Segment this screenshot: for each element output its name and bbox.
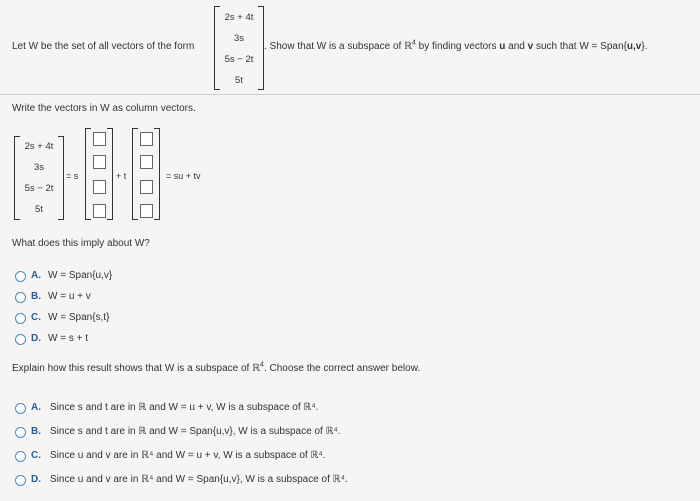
lhs-vector-entry: 5s − 2t xyxy=(24,183,54,194)
eq-s-label: = s xyxy=(66,171,79,181)
problem-vector-entry: 2s + 4t xyxy=(224,12,254,23)
eq-result-label: = su + tv xyxy=(166,171,201,181)
problem-vector xyxy=(214,6,264,90)
vector-v-input xyxy=(132,128,160,220)
radio-button[interactable] xyxy=(15,403,26,414)
u-entry-4-input[interactable] xyxy=(93,204,106,218)
lhs-vector-entry: 2s + 4t xyxy=(24,141,54,152)
u-entry-3-input[interactable] xyxy=(93,180,106,194)
u-entry-2-input[interactable] xyxy=(93,155,106,169)
problem-vector-entry: 5t xyxy=(235,75,243,86)
radio-button[interactable] xyxy=(15,313,26,324)
v-entry-1-input[interactable] xyxy=(140,132,153,146)
problem-intro: Let W be the set of all vectors of the form xyxy=(12,41,195,52)
vector-u-input xyxy=(85,128,113,220)
radio-button[interactable] xyxy=(15,334,26,345)
radio-button[interactable] xyxy=(15,475,26,486)
v-entry-2-input[interactable] xyxy=(140,155,153,169)
radio-button[interactable] xyxy=(15,451,26,462)
question1-prompt: What does this imply about W? xyxy=(12,238,150,249)
v-entry-4-input[interactable] xyxy=(140,204,153,218)
v-entry-3-input[interactable] xyxy=(140,180,153,194)
lhs-vector xyxy=(14,136,64,220)
u-entry-1-input[interactable] xyxy=(93,132,106,146)
plus-t-label: + t xyxy=(116,171,127,181)
problem-vector-entry: 3s xyxy=(233,33,245,44)
radio-button[interactable] xyxy=(15,427,26,438)
lhs-vector-entry: 3s xyxy=(33,162,45,173)
problem-vector-entry: 5s − 2t xyxy=(224,54,254,65)
part1-instruction: Write the vectors in W as column vectors. xyxy=(12,103,196,114)
divider xyxy=(0,94,700,95)
problem-task: . Show that W is a subspace of ℝ$^4$ by finding vectors u and v such that W = Span{u,v}. xyxy=(264,39,648,52)
radio-button[interactable] xyxy=(15,271,26,282)
radio-button[interactable] xyxy=(15,292,26,303)
question2-prompt: Explain how this result shows that W is a subspace of ℝ$^4$. Choose the correct answer below. xyxy=(12,361,421,374)
lhs-vector-entry: 5t xyxy=(35,204,43,215)
